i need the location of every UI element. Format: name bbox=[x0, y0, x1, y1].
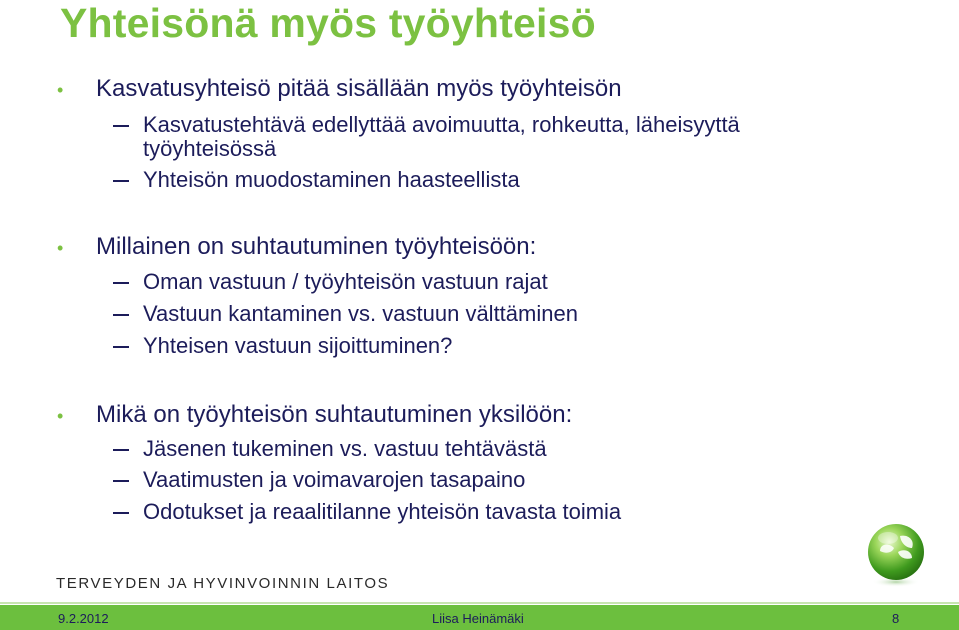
footer-date: 9.2.2012 bbox=[58, 611, 109, 626]
bullet-text: Millainen on suhtautuminen työyhteisöön: bbox=[96, 233, 537, 260]
dash-icon bbox=[113, 282, 129, 284]
bullet-dot-icon: • bbox=[57, 238, 64, 258]
sub-text: työyhteisössä bbox=[143, 136, 277, 161]
dash-icon bbox=[113, 480, 129, 482]
dash-icon bbox=[113, 180, 129, 182]
footer-divider bbox=[0, 602, 959, 604]
organization-name: TERVEYDEN JA HYVINVOINNIN LAITOS bbox=[56, 575, 390, 592]
sub-text: Yhteisön muodostaminen haasteellista bbox=[143, 167, 520, 192]
slide-title: Yhteisönä myös työyhteisö bbox=[60, 0, 596, 46]
dash-icon bbox=[113, 512, 129, 514]
dash-icon bbox=[113, 346, 129, 348]
sub-text: Yhteisen vastuun sijoittuminen? bbox=[143, 333, 453, 358]
dash-icon bbox=[113, 314, 129, 316]
green-orb-logo-icon bbox=[860, 518, 930, 588]
sub-text: Vastuun kantaminen vs. vastuun välttäminen bbox=[143, 301, 578, 326]
sub-text: Oman vastuun / työyhteisön vastuun rajat bbox=[143, 269, 548, 294]
footer-page-number: 8 bbox=[892, 611, 900, 626]
bullet-dot-icon: • bbox=[57, 406, 64, 426]
footer-author: Liisa Heinämäki bbox=[432, 611, 524, 626]
sub-text: Vaatimusten ja voimavarojen tasapaino bbox=[143, 467, 526, 492]
bullet-dot-icon: • bbox=[57, 80, 64, 100]
sub-text: Odotukset ja reaalitilanne yhteisön tavasta toimia bbox=[143, 499, 622, 524]
bullet-text: Kasvatusyhteisö pitää sisällään myös työyhteisön bbox=[96, 75, 622, 102]
dash-icon bbox=[113, 125, 129, 127]
sub-text: Kasvatustehtävä edellyttää avoimuutta, rohkeutta, läheisyyttä bbox=[143, 112, 740, 137]
bullet-text: Mikä on työyhteisön suhtautuminen yksilöön: bbox=[96, 401, 573, 428]
sub-text: Jäsenen tukeminen vs. vastuu tehtävästä bbox=[143, 436, 547, 461]
dash-icon bbox=[113, 449, 129, 451]
